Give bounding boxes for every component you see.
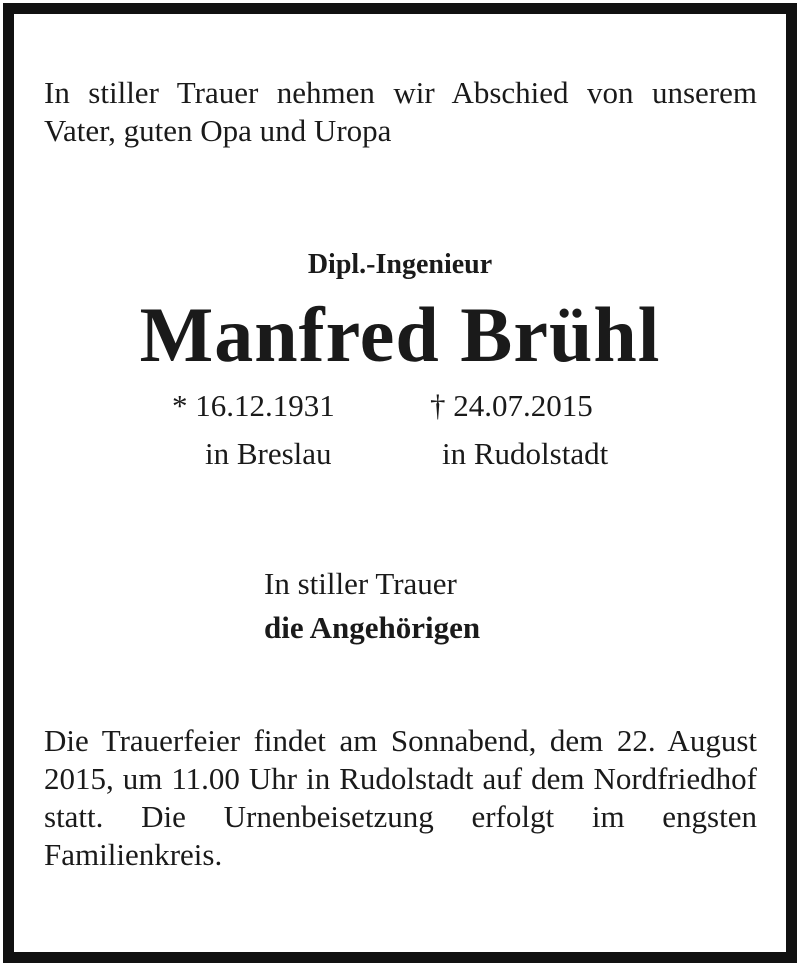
academic-degree: Dipl.-Ingenieur [307,249,493,280]
birth-place: in Breslau [205,436,332,471]
deceased-name: Manfred Brühl [139,291,661,378]
intro-text: In stiller Trauer nehmen wir Abschied von unserem Vater, guten Opa und Uropa [44,75,757,148]
signature-line: In stiller Trauer [264,566,457,601]
signature-mourners: die Angehörigen [264,610,481,645]
service-details: Die Trauerfeier findet am Sonnabend, dem 22. August 2015, um 11.00 Uhr in Rudolstadt auf dem Nordfriedhof statt. Die Urnenbeisetzung erfolgt im engsten Familienkreis. [44,723,757,872]
death-place: in Rudolstadt [442,436,609,471]
birth-date: * 16.12.1931 [172,388,335,423]
death-date: † 24.07.2015 [430,388,593,423]
